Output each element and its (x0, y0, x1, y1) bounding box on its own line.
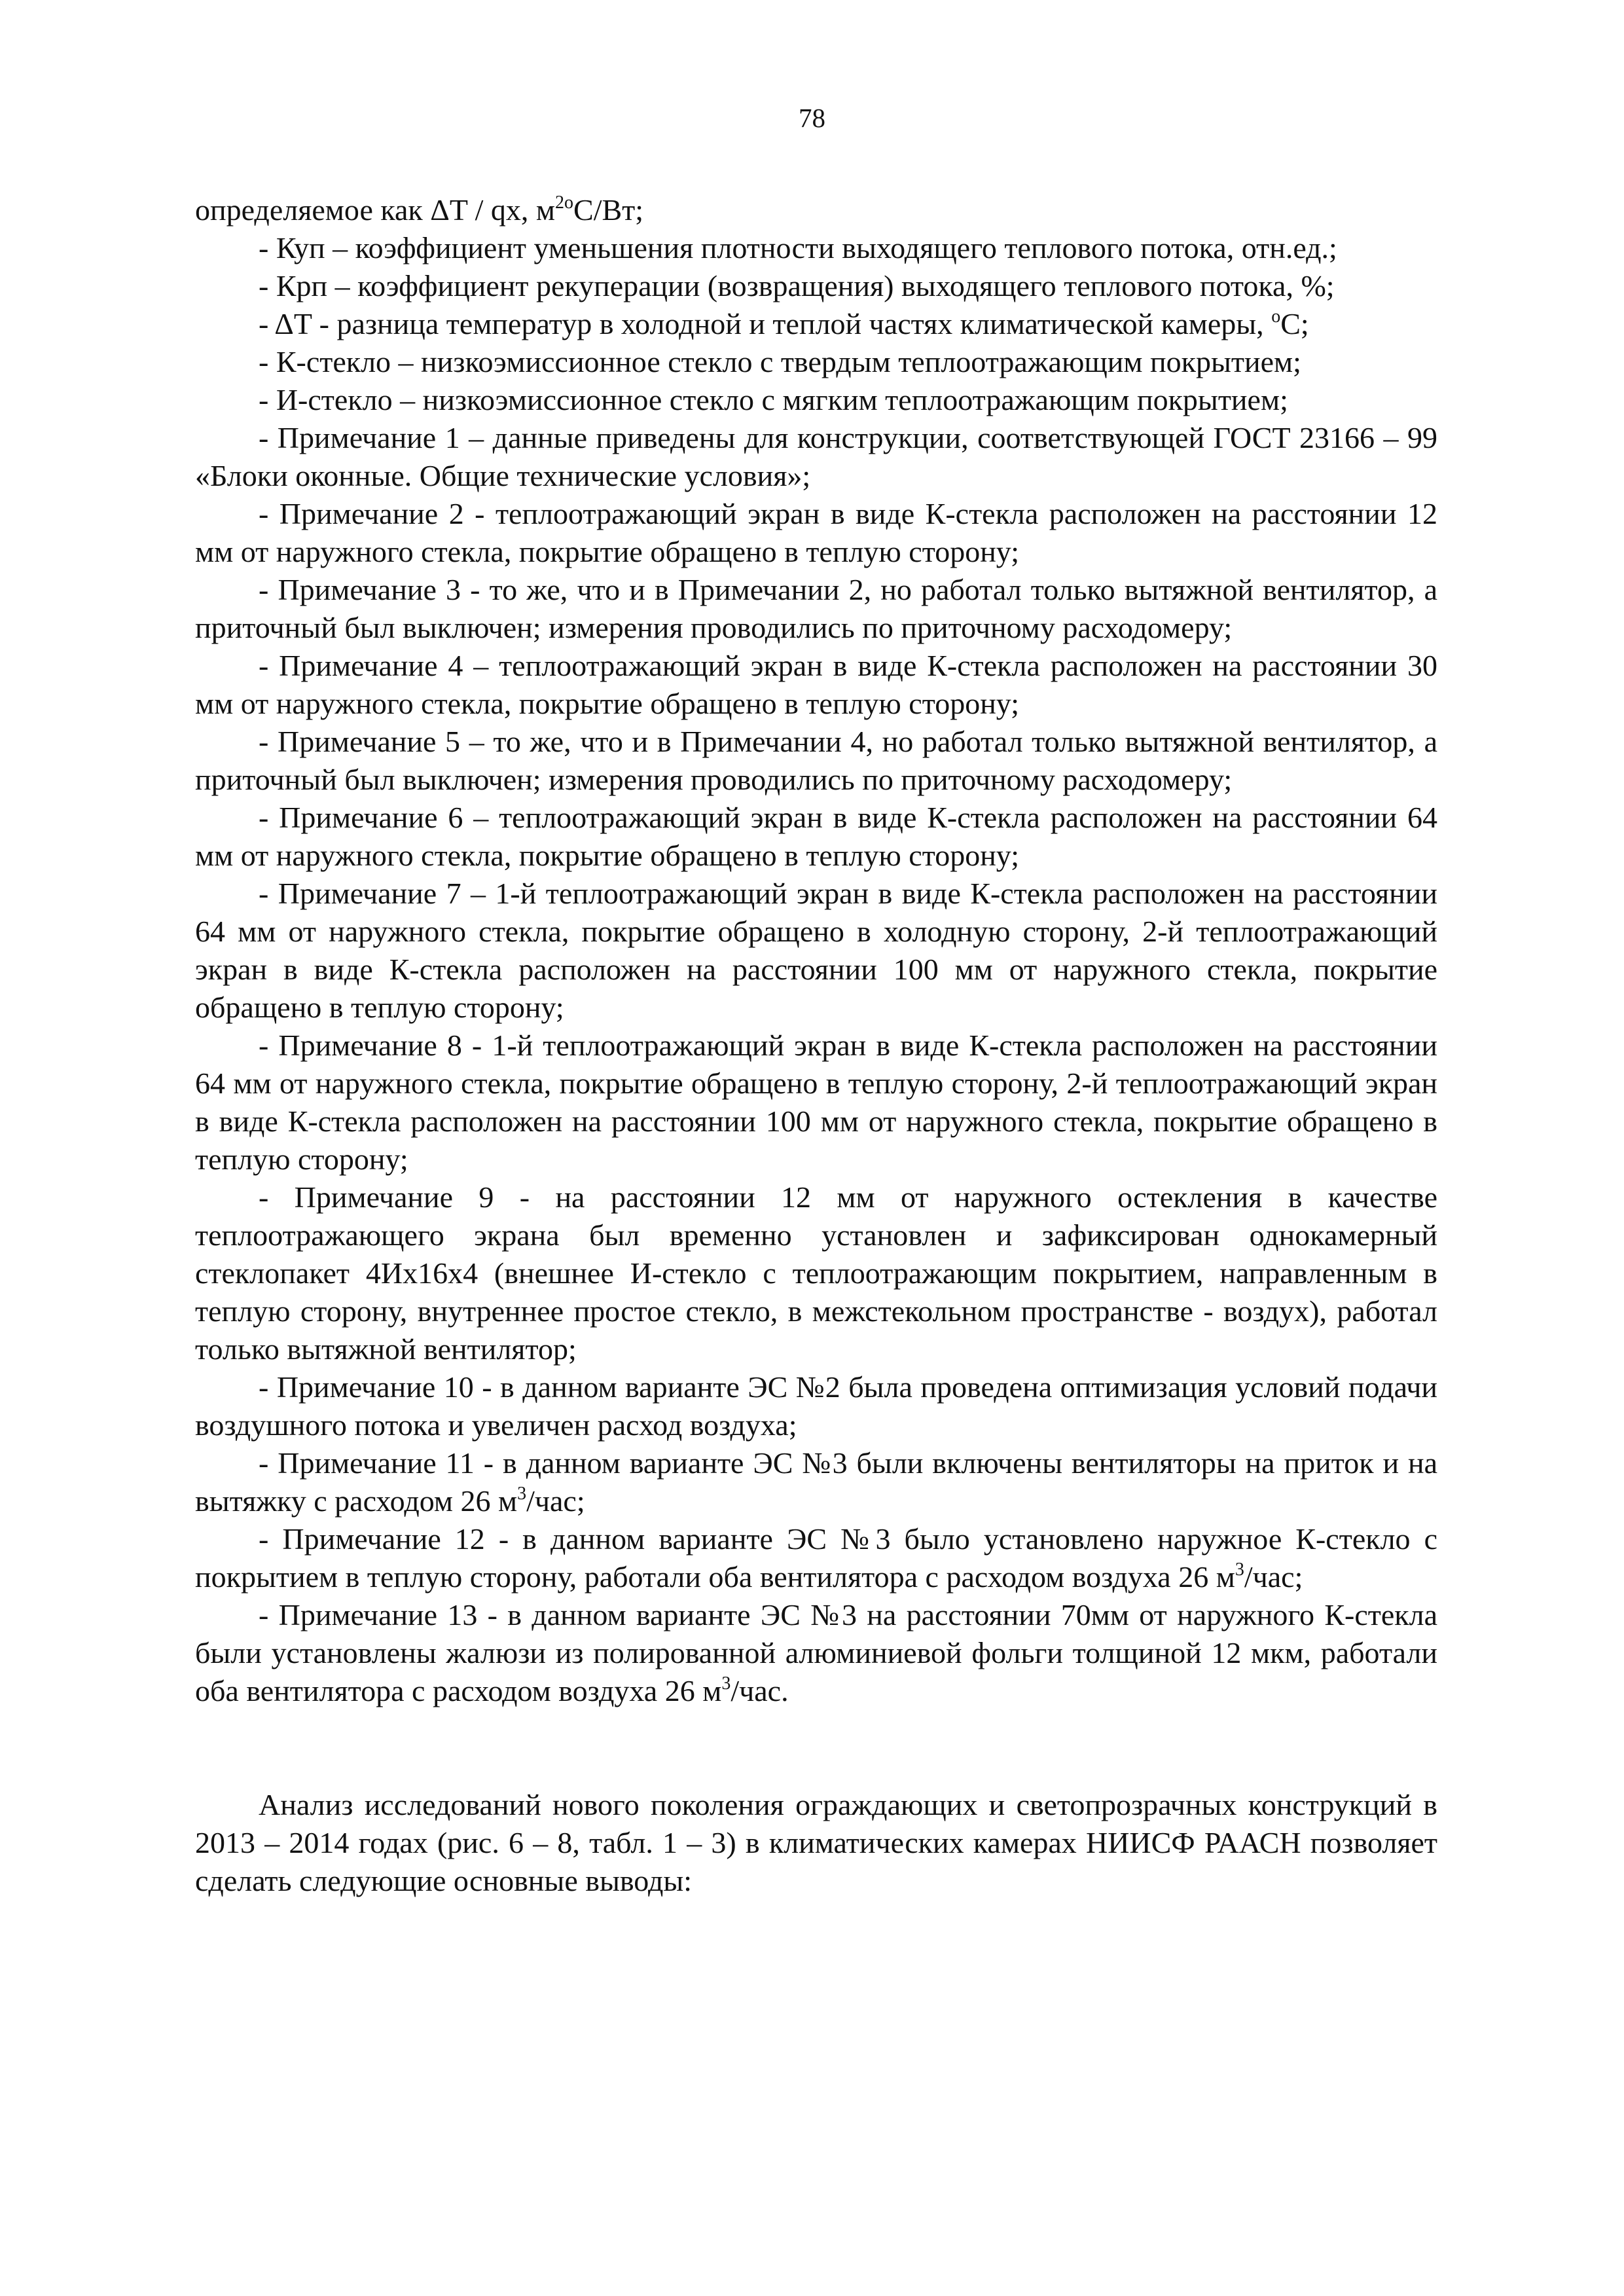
note-12-text: - Примечание 12 - в данном варианте ЭС №3 было установлено наружное К-стекло с покрытием в теплую сторону, работали оба вентилятора с расходом воздуха 26 м (195, 1522, 1437, 1594)
note-6: - Примечание 6 – теплоотражающий экран в виде К-стекла расположен на расстоянии 64 мм от наружного стекла, покрытие обращено в теплую сторону; (195, 801, 1437, 872)
note-12-superscript: 3 (1235, 1559, 1244, 1580)
note-11-end: /час; (526, 1484, 585, 1518)
note-3: - Примечание 3 - то же, что и в Примечании 2, но работал только вытяжной вентилятор, а приточный был выключен; измерения проводились по приточному расходомеру; (195, 573, 1437, 644)
definition-kup: - Куп – коэффициент уменьшения плотности выходящего теплового потока, отн.ед.; (259, 231, 1337, 264)
page-number: 78 (799, 103, 825, 133)
note-8: - Примечание 8 - 1-й теплоотражающий экран в виде К-стекла расположен на расстоянии 64 мм от наружного стекла, покрытие обращено в теплую сторону, 2-й теплоотражающий экран в виде К-стекла расположен на расстоянии 100 мм от наружного стекла, покрытие обращено в теплую сторону; (195, 1029, 1437, 1176)
note-7: - Примечание 7 – 1-й теплоотражающий экран в виде К-стекла расположен на расстоянии 64 мм от наружного стекла, покрытие обращено в холодную сторону, 2-й теплоотражающий экран в виде К-стекла расположен на расстоянии 100 мм от наружного стекла, покрытие обращено в теплую сторону; (195, 877, 1437, 1024)
note-13 (195, 1596, 1437, 1710)
intro-superscript: 2о (555, 192, 574, 213)
intro-line (195, 191, 1437, 229)
note-12 (195, 1520, 1437, 1596)
definition-i-glass: - И-стекло – низкоэмиссионное стекло с мягким теплоотражающим покрытием; (259, 383, 1288, 416)
note-9: - Примечание 9 - на расстоянии 12 мм от наружного остекления в качестве теплоотражающего экрана был временно установлен и зафиксирован однокамерный стеклопакет 4Их16х4 (внешнее И-стекло с теплоотражающим покрытием, направленным в теплую сторону, внутреннее простое стекло, в межстекольном пространстве - воздух), работал только вытяжной вентилятор; (195, 1180, 1437, 1366)
note-10: - Примечание 10 - в данном варианте ЭС №2 была проведена оптимизация условий подачи воздушного потока и увеличен расход воздуха; (195, 1370, 1437, 1442)
note-11 (195, 1444, 1437, 1520)
definition-k-glass: - К-стекло – низкоэмиссионное стекло с твердым теплоотражающим покрытием; (259, 345, 1301, 378)
document-body (195, 191, 1437, 1900)
definition-dt (195, 305, 1437, 343)
note-5: - Примечание 5 – то же, что и в Примечании 4, но работал только вытяжной вентилятор, а приточный был выключен; измерения проводились по приточному расходомеру; (195, 725, 1437, 796)
definition-dt-text: - ΔT - разница температур в холодной и теплой частях климатической камеры, (259, 307, 1272, 340)
analysis-paragraph: Анализ исследований нового поколения ограждающих и светопрозрачных конструкций в 2013 – 2014 годах (рис. 6 – 8, табл. 1 – 3) в климатических камерах НИИСФ РААСН позволяет сделать следующие основные выводы: (195, 1788, 1437, 1897)
definition-krp: - Крп – коэффициент рекуперации (возвращения) выходящего теплового потока, %; (259, 269, 1335, 302)
note-1: - Примечание 1 – данные приведены для конструкции, соответствующей ГОСТ 23166 – 99 «Блоки оконные. Общие технические условия»; (195, 421, 1437, 492)
note-2: - Примечание 2 - теплоотражающий экран в виде К-стекла расположен на расстоянии 12 мм от наружного стекла, покрытие обращено в теплую сторону; (195, 497, 1437, 568)
intro-text: определяемое как ΔT / qx, м (195, 193, 556, 227)
note-11-superscript: 3 (517, 1484, 527, 1504)
definition-dt-end: С; (1280, 307, 1309, 340)
note-13-text: - Примечание 13 - в данном варианте ЭС №3 на расстоянии 70мм от наружного К-стекла были установлены жалюзи из полированной алюминиевой фольги толщиной 12 мкм, работали оба вентилятора с расходом воздуха 26 м (195, 1598, 1437, 1707)
note-4: - Примечание 4 – теплоотражающий экран в виде К-стекла расположен на расстоянии 30 мм от наружного стекла, покрытие обращено в теплую сторону; (195, 649, 1437, 720)
note-11-text: - Примечание 11 - в данном варианте ЭС №3 были включены вентиляторы на приток и на вытяжку с расходом 26 м (195, 1446, 1437, 1518)
note-13-end: /час. (731, 1674, 789, 1707)
definition-dt-superscript: о (1271, 306, 1281, 327)
note-13-superscript: 3 (721, 1673, 731, 1694)
intro-end: С/Вт; (573, 193, 644, 227)
note-12-end: /час; (1244, 1560, 1303, 1594)
